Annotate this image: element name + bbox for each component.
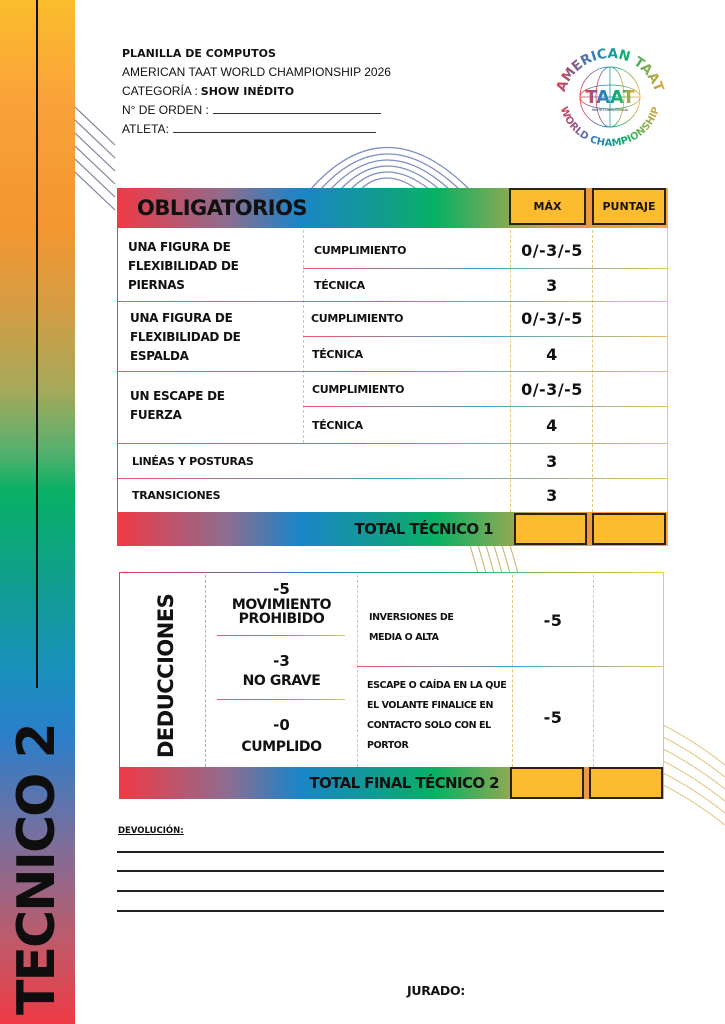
deducciones-title: DEDUCCIONES: [154, 593, 178, 758]
jury-label: JURADO:: [407, 983, 466, 998]
order-number-label: N° DE ORDEN :: [122, 103, 209, 117]
score-input[interactable]: [594, 270, 666, 301]
feedback-label: DEVOLUCIÓN:: [118, 826, 184, 836]
deduction-item-value: -5: [543, 707, 563, 727]
score-column-header: PUNTAJE: [592, 188, 666, 225]
score-input[interactable]: [594, 444, 666, 478]
criterion-cumplimiento: CUMPLIMIENTO: [312, 382, 405, 396]
criterion-cumplimiento: CUMPLIMIENTO: [314, 243, 407, 257]
max-value: 4: [546, 345, 558, 364]
score-input[interactable]: [594, 479, 666, 512]
feedback-line[interactable]: [117, 910, 664, 912]
total-tecnico-1-max[interactable]: [514, 513, 587, 545]
obligatorios-title: OBLIGATORIOS: [137, 196, 308, 220]
side-divider-line: [36, 0, 38, 688]
score-input[interactable]: [594, 372, 666, 406]
score-input[interactable]: [594, 408, 666, 443]
feedback-line[interactable]: [117, 870, 664, 872]
deduction-scale-no-grave: [209, 652, 354, 688]
max-value: 0/-3/-5: [521, 379, 583, 399]
max-value: 3: [546, 486, 558, 505]
category-label: CATEGORÍA :: [122, 84, 198, 98]
decorative-lines-middle: [470, 545, 530, 573]
deduction-scale-cumplido: [209, 716, 354, 754]
deducciones-table: [119, 572, 664, 799]
deduction-item-label: INVERSIONES DE MEDIA O ALTA: [369, 612, 454, 643]
group-label-espalda: UNA FIGURA DE FLEXIBILIDAD DE ESPALDA: [130, 310, 241, 363]
max-value: 0/-3/-5: [521, 309, 583, 328]
sheet-title: PLANILLA DE COMPUTOS: [122, 47, 276, 60]
athlete-label: ATLETA:: [122, 122, 169, 136]
max-value: 0/-3/-5: [521, 240, 583, 260]
deduction-scale-label: NO GRAVE: [242, 673, 321, 689]
total-final-tecnico-2-score[interactable]: [589, 767, 663, 799]
taat-championship-logo: [545, 33, 675, 163]
deduction-item-value: -5: [543, 610, 563, 630]
total-tecnico-1-label: TOTAL TÉCNICO 1: [354, 520, 493, 538]
group-label-fuerza: UN ESCAPE DE FUERZA: [130, 389, 225, 422]
group-label-piernas: UNA FIGURA DE FLEXIBILIDAD DE PIERNAS: [128, 239, 239, 292]
category-value: SHOW INÉDITO: [200, 85, 295, 98]
total-final-tecnico-2-max[interactable]: [510, 767, 584, 799]
decorative-arcs-top: [300, 130, 480, 190]
obligatorios-table: [117, 188, 668, 546]
row-label-transiciones: TRANSICIONES: [132, 489, 221, 502]
max-value: 3: [546, 451, 558, 471]
criterion-tecnica: TÉCNICA: [312, 348, 363, 361]
deduction-scale-prohibido: [209, 580, 354, 626]
deduction-scale-value: -0: [273, 716, 290, 734]
total-final-tecnico-2-label: TOTAL FINAL TÉCNICO 2: [309, 774, 499, 792]
criterion-tecnica: TÉCNICA: [314, 279, 365, 292]
row-label-lineas-posturas: LINÉAS Y POSTURAS: [132, 454, 254, 468]
deduction-scale-label: MOVIMIENTO PROHIBIDO: [231, 597, 332, 627]
deduction-score-input[interactable]: [596, 668, 662, 766]
logo-ring-text-top: AMERICAN TAAT: [553, 45, 667, 94]
athlete-field[interactable]: [173, 121, 376, 133]
logo-center-text: TAAT: [585, 87, 635, 108]
deduction-item-label: ESCAPE O CAÍDA EN LA QUE EL VOLANTE FINALICE EN CONTACTO SOLO CON EL PORTOR: [367, 680, 507, 751]
order-number-field[interactable]: [213, 102, 381, 114]
decorative-lines-right: [663, 725, 725, 825]
logo-center-subtext: World Championship: [591, 108, 629, 112]
sheet-section-title: TECNICO 2: [7, 724, 67, 1015]
score-input[interactable]: [594, 232, 666, 268]
deduction-scale-value: -5: [273, 580, 290, 598]
feedback-line[interactable]: [117, 890, 664, 892]
feedback-line[interactable]: [117, 851, 664, 853]
sheet-header: [122, 44, 391, 139]
criterion-tecnica: TÉCNICA: [312, 419, 363, 432]
total-tecnico-1-score[interactable]: [592, 513, 666, 545]
score-input[interactable]: [594, 338, 666, 371]
criterion-cumplimiento: CUMPLIMIENTO: [311, 312, 404, 325]
max-value: 4: [546, 416, 558, 435]
deduction-scale-value: -3: [273, 652, 290, 670]
event-name: AMERICAN TAAT WORLD CHAMPIONSHIP 2026: [122, 65, 391, 79]
max-value: 3: [546, 276, 558, 295]
logo-ring-text-bottom: WORLD CHAMPIONSHIP: [557, 105, 663, 150]
deduction-score-input[interactable]: [596, 575, 662, 665]
max-column-header: MÁX: [509, 188, 586, 225]
score-input[interactable]: [594, 302, 666, 335]
deduction-scale-label: CUMPLIDO: [241, 739, 322, 755]
